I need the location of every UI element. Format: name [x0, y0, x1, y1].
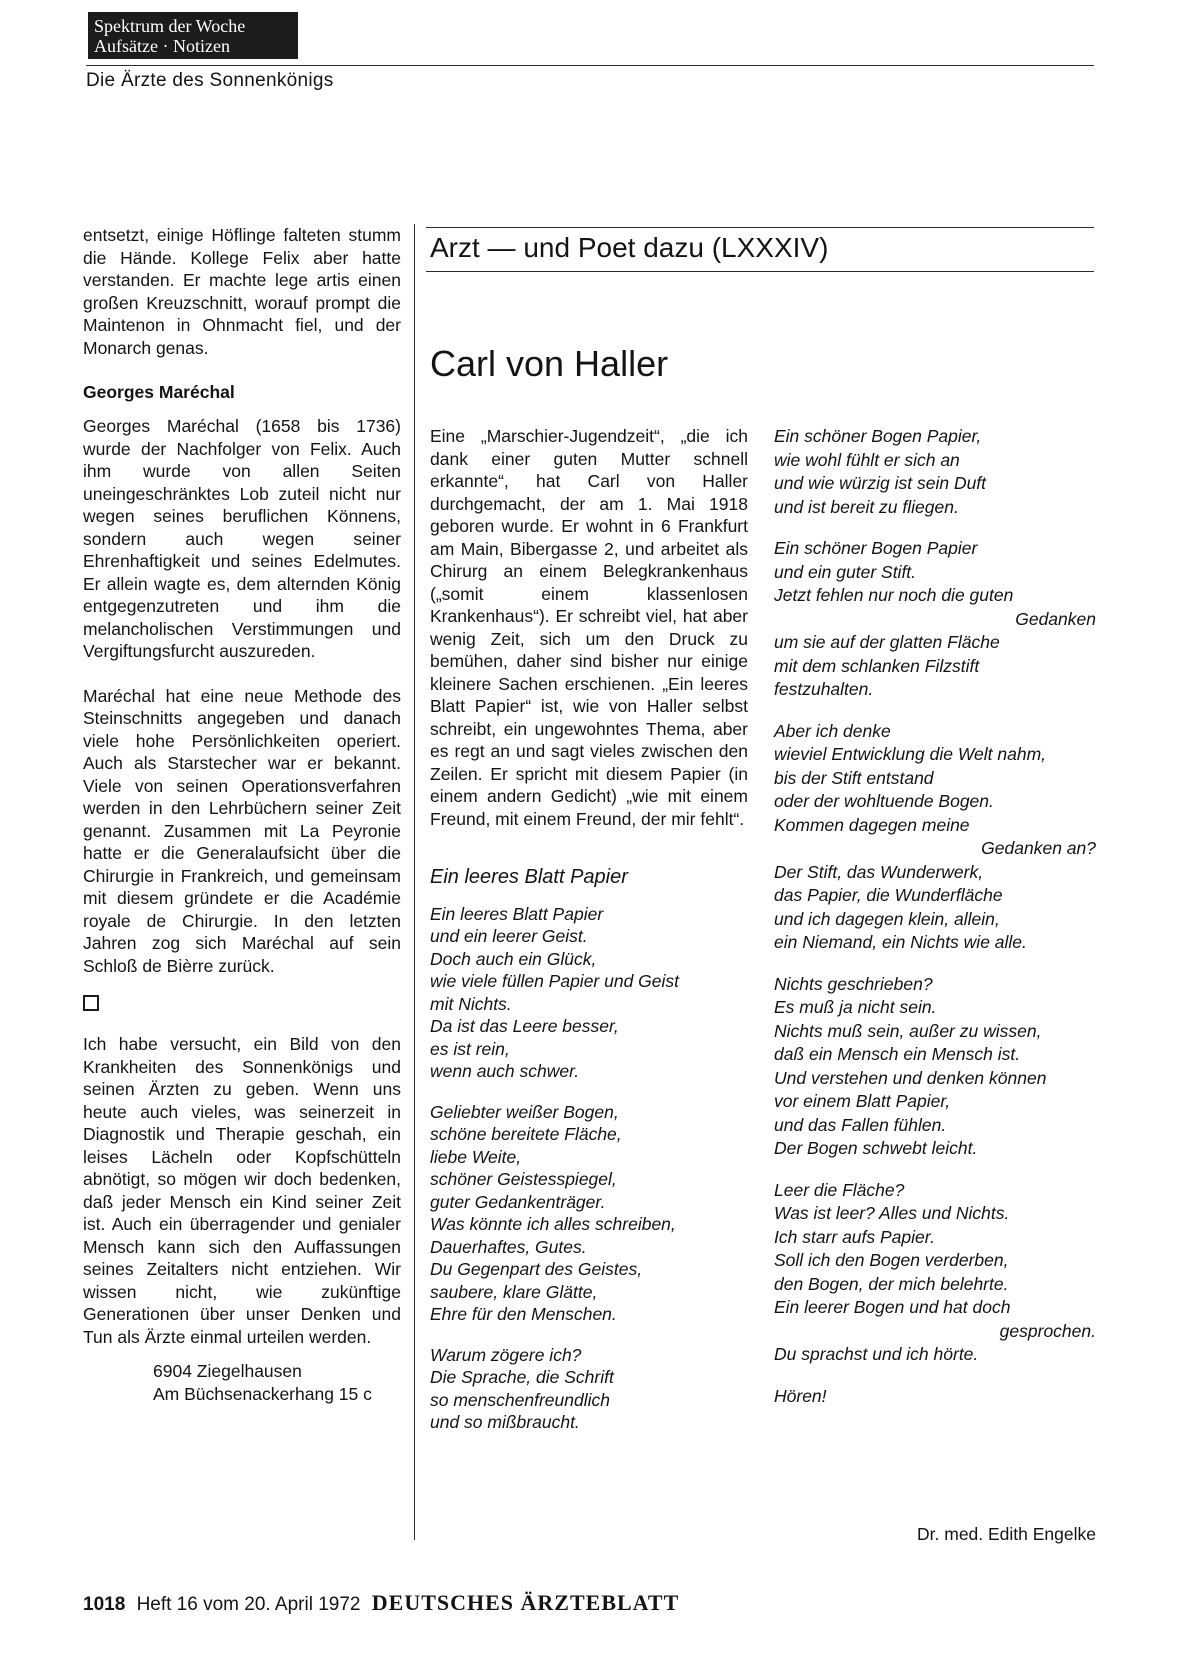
poem-line-wrap: Gedanken [1015, 608, 1096, 629]
poem-line: es ist rein, [430, 1038, 510, 1059]
poem-line: das Papier, die Wunderfläche [774, 885, 1003, 905]
poem-line: Geliebter weißer Bogen, [430, 1101, 619, 1122]
poem-line: Ein schöner Bogen Papier [774, 538, 978, 558]
poem-title: Ein leeres Blatt Papier [430, 866, 628, 888]
running-title: Die Ärzte des Sonnenkönigs [86, 70, 334, 91]
series-rule-bottom [426, 271, 1094, 272]
series-rule-top [426, 227, 1094, 228]
paragraph: Maréchal hat eine neue Methode des Steinschnitts angegeben und danach viele hohe Persönlichkeiten operiert. Auch als Starstecher war er bekannt. Viele von seinen Operationsverfahren werden in den Lehrbüchern seiner Zeit genannt. Zusammen mit La Peyronie hatte er die Generalaufsicht über die Chirurgie in Frankreich, und gemeinsam mit diesem gründete er die Académie royale de Chirurgie. In den letzten Jahren zog sich Maréchal auf sein Schloß de Bièrre zurück. [83, 685, 401, 976]
poem-line: Aber ich denke [774, 720, 891, 741]
poem-stanza [430, 1101, 748, 1326]
section-badge [88, 12, 298, 59]
poem-line: Du Gegenpart des Geistes, [430, 1259, 643, 1279]
author-address [153, 1360, 401, 1406]
poem-line: Es muß ja nicht sein. [774, 997, 937, 1017]
poem-line: guter Gedankenträger. [430, 1191, 606, 1212]
poem-stanza [774, 973, 1096, 1161]
poem-line: Doch auch ein Glück, [430, 948, 597, 969]
poem-line: Leer die Fläche? [774, 1179, 905, 1200]
poem-line-wrap: gesprochen. [999, 1320, 1096, 1341]
poem-stanza [430, 1344, 748, 1434]
poem-line: wie viele füllen Papier und Geist [430, 971, 680, 991]
right-column [774, 425, 1096, 1426]
poem-line: liebe Weite, [430, 1146, 522, 1167]
poem-line: wenn auch schwer. [430, 1061, 580, 1081]
poem-line: Der Bogen schwebt leicht. [774, 1138, 978, 1158]
page-footer [83, 1590, 679, 1616]
poem-line: Du sprachst und ich hörte. [774, 1344, 979, 1364]
poem-line-wrap: Gedanken an? [981, 838, 1096, 858]
poem-line: mit dem schlanken Filzstift [774, 655, 980, 676]
poem-line: und ein leerer Geist. [430, 926, 588, 946]
poem-line: Kommen dagegen meine [774, 814, 970, 835]
badge-line-2: Aufsätze · Notizen [94, 36, 230, 56]
paragraph: Ich habe versucht, ein Bild von den Krankheiten des Sonnenkönigs und seinen Ärzten zu geben. Wenn uns heute auch vieles, was seinerzeit in Diagnostik und Therapie geschah, ein leises Lächeln oder Kopfschütteln abnötigt, so mögen wir doch bedenken, daß jeder Mensch ein Kind seiner Zeit ist. Auch ein überragender und genialer Mensch kann sich den Auffassungen seines Zeitalters nicht entziehen. Wir wissen nicht, wie zukünftige Generationen über unser Denken und Tun als Ärzte einmal urteilen werden. [83, 1034, 401, 1347]
poem-line: den Bogen, der mich belehrte. [774, 1273, 1009, 1294]
header-rule [86, 65, 1094, 66]
poem-line: daß ein Mensch ein Mensch ist. [774, 1044, 1021, 1064]
poem-line: und so mißbraucht. [430, 1412, 580, 1432]
end-mark-square [83, 995, 99, 1011]
poem-line: Ehre für den Menschen. [430, 1304, 617, 1324]
poem-line: bis der Stift entstand [774, 767, 934, 788]
poem-line: Da ist das Leere besser, [430, 1016, 619, 1036]
middle-column [430, 425, 748, 1452]
poem-line: und ich dagegen klein, allein, [774, 908, 1000, 929]
paragraph: entsetzt, einige Höflinge falteten stumm die Hände. Kollege Felix aber hatte verstanden. Er machte lege artis einen großen Kreuzschnitt, worauf prompt die Maintenon in Ohnmacht fiel, und der Monarch genas. [83, 225, 401, 358]
poem-stanza [774, 425, 1096, 519]
poem-line: und ist bereit zu fliegen. [774, 496, 959, 517]
poem-line: schöner Geistesspiegel, [430, 1169, 617, 1189]
magazine-name: DEUTSCHES ÄRZTEBLATT [371, 1590, 680, 1615]
poem-line: Ein leeres Blatt Papier [430, 903, 604, 924]
poem-line: Was könnte ich alles schreiben, [430, 1214, 676, 1234]
poem-line: Warum zögere ich? [430, 1344, 582, 1365]
poem-stanza [774, 537, 1096, 702]
poem-line: Dauerhaftes, Gutes. [430, 1236, 587, 1257]
poem-line: Und verstehen und denken können [774, 1067, 1047, 1088]
poem-line: wie wohl fühlt er sich an [774, 449, 960, 470]
poem-stanza [774, 1179, 1096, 1367]
poem-line: saubere, klare Glätte, [430, 1281, 598, 1302]
poem-stanza [774, 720, 1096, 955]
poem-line: Ein schöner Bogen Papier, [774, 426, 982, 446]
poem-line: Was ist leer? Alles und Nichts. [774, 1203, 1010, 1223]
poem-line: ein Niemand, ein Nichts wie alle. [774, 932, 1027, 952]
poem-line: Ein leerer Bogen und hat doch [774, 1297, 1011, 1317]
poem-line: Nichts muß sein, außer zu wissen, [774, 1020, 1042, 1041]
poem-line: Ich starr aufs Papier. [774, 1226, 935, 1247]
poem-line: Jetzt fehlen nur noch die guten [774, 585, 1014, 605]
poem-line: um sie auf der glatten Fläche [774, 632, 1000, 652]
poem-line: festzuhalten. [774, 679, 874, 699]
poem-line: und das Fallen fühlen. [774, 1114, 947, 1135]
poem-stanza [430, 903, 748, 1083]
poem-line: oder der wohltuende Bogen. [774, 791, 994, 811]
poet-name: Carl von Haller [430, 343, 669, 384]
series-title: Arzt — und Poet dazu (LXXXIV) [430, 232, 829, 263]
poem-line: und ein guter Stift. [774, 561, 917, 582]
poem-line: Nichts geschrieben? [774, 973, 933, 994]
poem-line: Die Sprache, die Schrift [430, 1367, 614, 1387]
poem-line: wieviel Entwicklung die Welt nahm, [774, 744, 1047, 764]
left-column [83, 224, 401, 1406]
column-divider [414, 224, 415, 1540]
poem-line: Hören! [774, 1385, 827, 1406]
poem-stanza [774, 1385, 1096, 1409]
intro-paragraph: Eine „Marschier-Jugendzeit“, „die ich dank einer guten Mutter schnell erkannte“, hat Carl von Haller durchgemacht, der am 1. Mai 1918 geboren wurde. Er wohnt in 6 Frankfurt am Main, Bibergasse 2, und arbeitet als Chirurg an einem Belegkrankenhaus („somit einem klassenlosen Krankenhaus“). Er schreibt viel, hat aber wenig Zeit, sich um den Druck zu bemühen, daher sind bisher nur einige kleinere Sachen erschienen. „Ein leeres Blatt Papier“ ist, wie von Haller selbst schreibt, ein ungewohntes Thema, aber es regt an und sagt vieles zwischen den Zeilen. Er spricht mit diesem Papier (in einem andern Gedicht) „wie mit einem Freund, mit einem Freund, der mir fehlt“. [430, 426, 748, 829]
poem-line: so menschenfreundlich [430, 1389, 610, 1410]
poem-line: und wie würzig ist sein Duft [774, 473, 987, 493]
address-line: Am Büchsenackerhang 15 c [153, 1384, 372, 1404]
page-number: 1018 [83, 1594, 126, 1615]
poem-line: schöne bereitete Fläche, [430, 1124, 622, 1144]
issue-info: Heft 16 vom 20. April 1972 [136, 1594, 361, 1615]
badge-line-1: Spektrum der Woche [94, 16, 246, 36]
section-heading: Georges Maréchal [83, 382, 235, 402]
paragraph: Georges Maréchal (1658 bis 1736) wurde der Nachfolger von Felix. Auch ihm wurde von allen Seiten uneingeschränktes Lob zuteil nicht nur wegen seines beruflichen Könnens, sondern auch wegen seiner Ehrenhaftigkeit und seines Edelmutes. Er allein wagte es, dem alternden König entgegenzutreten und ihm die melancholischen Verstimmungen und Vergiftungsfurcht auszureden. [83, 416, 401, 661]
poem-line: Der Stift, das Wunderwerk, [774, 861, 984, 882]
poem-line: vor einem Blatt Papier, [774, 1091, 951, 1111]
poem-line: mit Nichts. [430, 993, 512, 1014]
poem-line: Soll ich den Bogen verderben, [774, 1250, 1009, 1270]
address-line: 6904 Ziegelhausen [153, 1361, 302, 1381]
signature: Dr. med. Edith Engelke [917, 1524, 1096, 1544]
